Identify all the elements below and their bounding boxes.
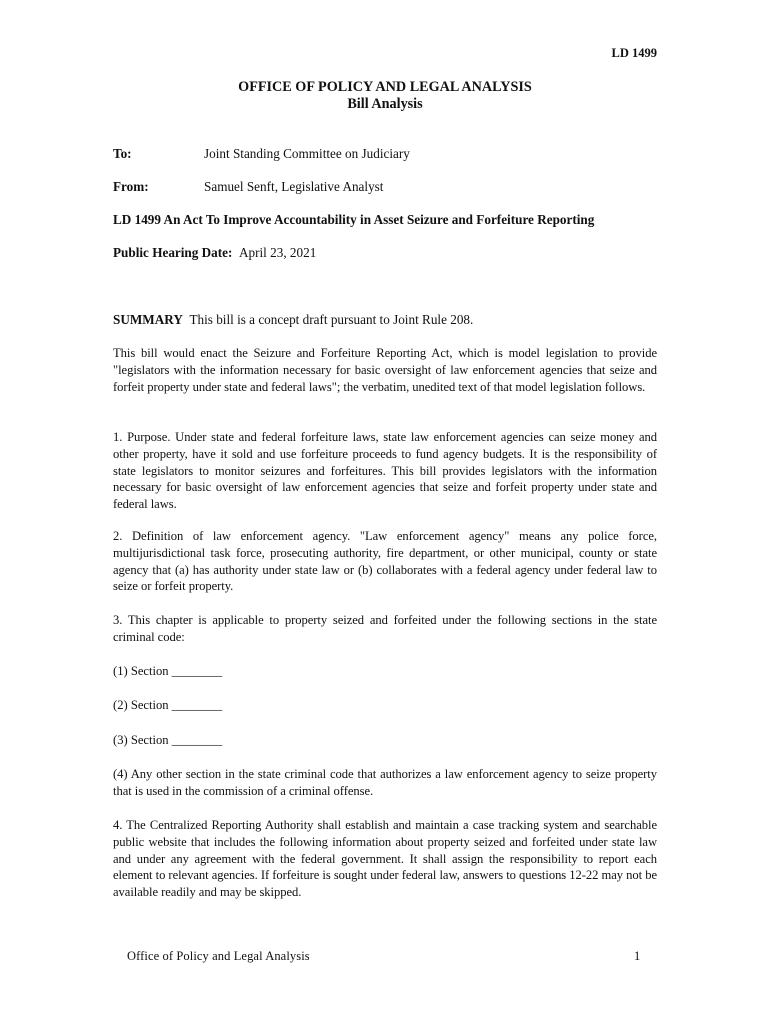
bill-title: LD 1499 An Act To Improve Accountability in Asset Seizure and Forfeiture Reporting	[113, 212, 595, 227]
section-item-4: (4) Any other section in the state criminal code that authorizes a law enforcement agency to seize property that is used in the commission of a criminal offense.	[113, 767, 657, 798]
section-item-3: (3) Section ________	[113, 733, 223, 747]
summary-line	[113, 311, 473, 328]
summary-text: This bill is a concept draft pursuant to Joint Rule 208.	[189, 312, 474, 327]
memo-from-value: Samuel Senft, Legislative Analyst	[204, 179, 384, 194]
footer-office-name: Office of Policy and Legal Analysis	[127, 949, 310, 963]
section-item-1: (1) Section ________	[113, 664, 223, 678]
memo-from-row	[113, 178, 383, 195]
summary-label: SUMMARY	[113, 312, 183, 327]
memo-to-value: Joint Standing Committee on Judiciary	[204, 146, 410, 161]
memo-from-label: From:	[113, 179, 149, 194]
hearing-date-label: Public Hearing Date:	[113, 245, 233, 260]
reporting-authority-paragraph: 4. The Centralized Reporting Authority shall establish and maintain a case tracking system and searchable public website that includes the following information about property seized and forfeited under state law and under any agreement with the federal government. It shall assign the responsibility to report each element to relevant agencies. If forfeiture is sought under federal law, answers to questions 12-22 may not be available readily and may be skipped.	[113, 818, 657, 900]
hearing-date-line	[113, 244, 316, 261]
office-title: OFFICE OF POLICY AND LEGAL ANALYSIS	[238, 79, 532, 95]
purpose-paragraph: 1. Purpose. Under state and federal forfeiture laws, state law enforcement agencies can seize money and other property, have it sold and use forfeiture proceeds to fund agency budgets. It is the responsibility of state legislators to monitor seizures and forfeitures. This bill provides legislators with the information necessary for basic oversight of law enforcement agencies that seize and forfeit property under state and federal laws.	[113, 430, 657, 512]
definition-paragraph: 2. Definition of law enforcement agency. "Law enforcement agency" means any police force, multijurisdictional task force, prosecuting authority, fire department, or other municipal, county or state agency that (a) has authority under state law or (b) collaborates with a federal agency under federal law to seize or forfeit property.	[113, 529, 657, 594]
intro-paragraph: This bill would enact the Seizure and Forfeiture Reporting Act, which is model legislation to provide "legislators with the information necessary for basic oversight of law enforcement agencies that seize and forfeit property under state and federal laws"; the verbatim, unedited text of that model legislation follows.	[113, 346, 657, 394]
page-number: 1	[634, 949, 641, 963]
document-type: Bill Analysis	[347, 96, 423, 112]
memo-to-row	[113, 145, 410, 162]
ld-number: LD 1499	[611, 46, 657, 60]
applicability-paragraph: 3. This chapter is applicable to property seized and forfeited under the following sections in the state criminal code:	[113, 613, 657, 644]
hearing-date-value: April 23, 2021	[239, 245, 317, 260]
memo-to-label: To:	[113, 146, 132, 161]
section-item-2: (2) Section ________	[113, 698, 223, 712]
